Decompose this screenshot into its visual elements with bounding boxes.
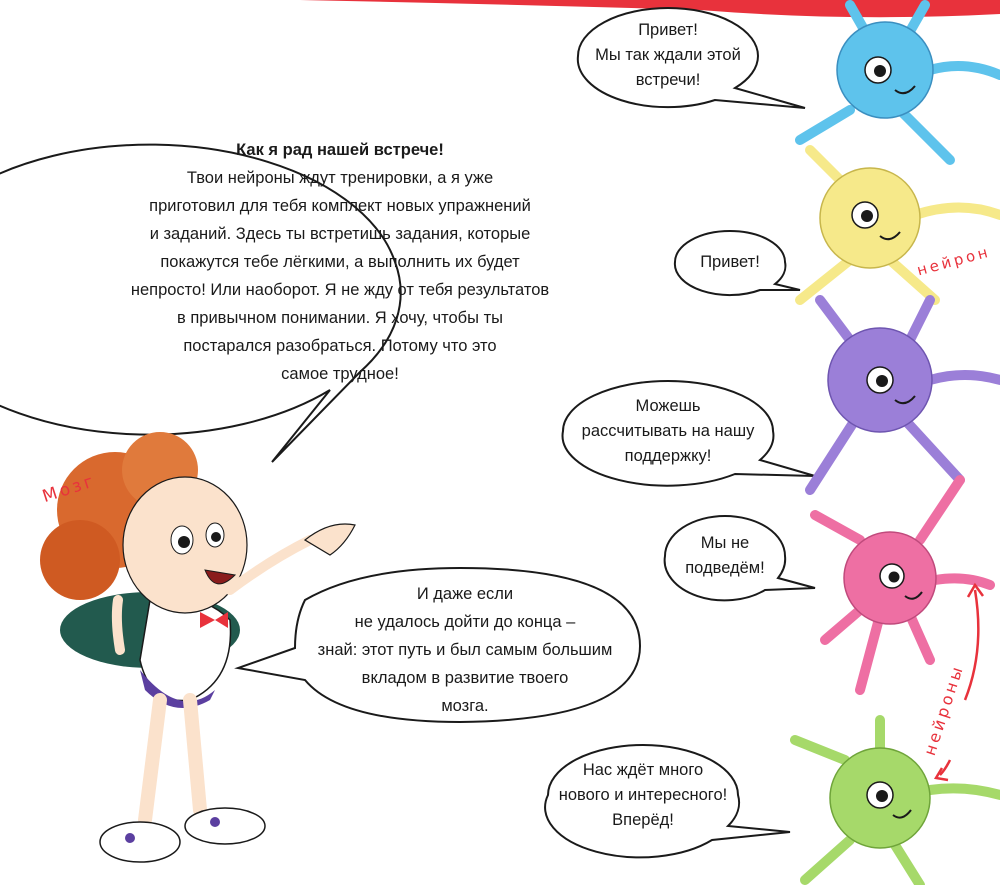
main-bubble-heading: Как я рад нашей встрече! — [236, 141, 444, 159]
neurons-label: нейроны — [920, 661, 968, 758]
brain-bubble-line: мозга. — [441, 697, 489, 715]
neuron-pink — [815, 480, 990, 690]
neuron-green — [795, 720, 1000, 885]
brain-bubble-line: И даже если — [416, 585, 514, 603]
neuron-blue — [800, 5, 1000, 160]
brain-bubble-line: вкладом в развитие твоего — [361, 669, 569, 687]
main-bubble-line: постарался разобраться. Потому что это — [183, 337, 497, 355]
main-bubble-line: непросто! Или наоборот. Я не жду от тебя результатов — [130, 281, 550, 299]
neuron-bubble-5-text — [548, 758, 738, 833]
main-bubble-text — [90, 136, 590, 388]
main-bubble-line: Твои нейроны ждут тренировки, а я уже — [186, 169, 494, 187]
neuron-purple — [810, 300, 1000, 490]
neuron-yellow — [800, 150, 1000, 300]
neuron-bubble-line: Вперёд! — [612, 811, 674, 829]
brain-bubble-line: не удалось дойти до конца – — [354, 613, 576, 631]
main-bubble-line: и заданий. Здесь ты встретишь задания, которые — [149, 225, 531, 243]
brain-bubble-line: знай: этот путь и был самым большим — [317, 641, 613, 659]
neuron-bubble-line: Можешь — [635, 397, 701, 415]
neuron-label: нейрон — [915, 242, 993, 280]
main-bubble-line: самое трудное! — [281, 365, 399, 383]
neuron-bubble-line: нового и интересного! — [558, 786, 728, 804]
brain-bubble-text — [290, 580, 640, 720]
main-bubble-line: покажутся тебе лёгкими, а выполнить их будет — [160, 253, 520, 271]
neuron-bubble-2-text — [675, 250, 785, 275]
neuron-bubble-3-text — [563, 394, 773, 469]
neuron-bubble-line: поддержку! — [624, 447, 712, 465]
brain-label: Мозг — [40, 470, 99, 508]
neuron-bubble-line: Привет! — [638, 21, 698, 39]
neuron-bubble-line: Привет! — [700, 253, 760, 271]
neuron-bubble-1-text — [578, 18, 758, 93]
main-bubble-line: приготовил для тебя комплект новых упражнений — [149, 197, 531, 215]
neuron-bubble-line: встречи! — [635, 71, 701, 89]
neuron-bubble-line: рассчитывать на нашу — [581, 422, 755, 440]
neuron-bubble-line: Мы не — [700, 534, 750, 552]
neuron-bubble-4-text — [665, 531, 785, 581]
neuron-bubble-line: Мы так ждали этой — [595, 46, 741, 64]
neuron-bubble-line: Нас ждёт много — [582, 761, 704, 779]
main-bubble-line: в привычном понимании. Я хочу, чтобы ты — [177, 309, 503, 327]
neuron-bubble-line: подведём! — [685, 559, 765, 577]
